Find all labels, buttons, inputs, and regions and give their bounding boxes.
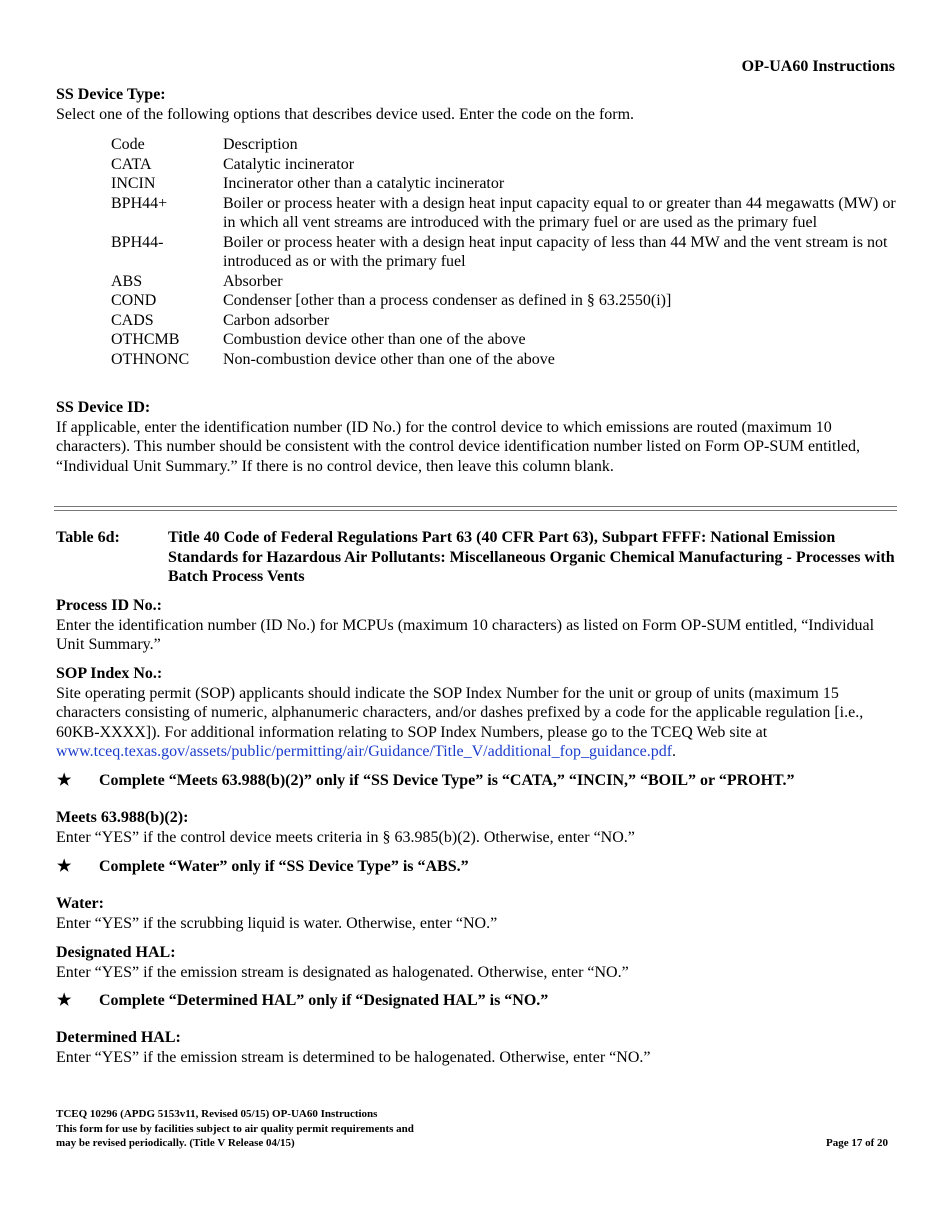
water-section <box>56 894 896 933</box>
water-text: Enter “YES” if the scrubbing liquid is water. Otherwise, enter “NO.” <box>56 914 498 932</box>
determined-hal-text: Enter “YES” if the emission stream is determined to be halogenated. Otherwise, enter “NO.” <box>56 1048 651 1066</box>
section-divider <box>54 506 897 511</box>
note-text: Complete “Determined HAL” only if “Designated HAL” is “NO.” <box>99 992 549 1009</box>
description-cell: Carbon adsorber <box>223 311 330 329</box>
footer-line-2: This form for use by facilities subject to air quality permit requirements and <box>56 1122 414 1135</box>
page-number: Page 17 of 20 <box>825 1137 888 1149</box>
page-footer <box>56 1107 888 1151</box>
code-cell: OTHNONC <box>111 350 190 368</box>
sop-index-text: Site operating permit (SOP) applicants should indicate the SOP Index Number for the unit or group of units (maximum 15 characters consisting of numeric, alphanumeric characters, and/or dashes prefixed by a code for the applicable regulation [i.e., 60KB-XXXX]). For additional information relating to SOP Index Numbers, please go to the TCEQ Web site at www.tceq.texas.gov/assets/public/permitting/air/Guidance/Title_V/additional_fop_guidance.pdf. <box>56 684 864 760</box>
table-row <box>111 233 896 272</box>
ss-device-id-section <box>56 398 896 476</box>
code-column-header: Code <box>111 136 145 153</box>
code-cell: BPH44- <box>111 233 164 251</box>
process-id-section <box>56 596 896 655</box>
designated-hal-heading: Designated HAL: <box>56 944 176 961</box>
designated-hal-section <box>56 943 896 982</box>
meets-section <box>56 808 896 847</box>
table-row <box>111 330 896 350</box>
description-cell: Catalytic incinerator <box>223 155 355 173</box>
table-6d-title: Title 40 Code of Federal Regulations Part 63 (40 CFR Part 63), Subpart FFFF: National Emission Standards for Hazardous Air Pollutants: Miscellaneous Organic Chemical Manufacturing - Processes with Batch Process Vents <box>168 529 895 585</box>
table-row <box>111 311 896 331</box>
ss-device-type-heading: SS Device Type: <box>56 86 166 103</box>
description-cell: Boiler or process heater with a design heat input capacity of less than 44 MW and the vent stream is not introduced as or with the primary fuel <box>223 233 888 270</box>
description-cell: Absorber <box>223 272 283 290</box>
process-id-heading: Process ID No.: <box>56 597 162 614</box>
ss-device-type-intro: Select one of the following options that describes device used. Enter the code on the form. <box>56 105 635 123</box>
star-icon: ★ <box>57 992 72 1009</box>
description-cell: Incinerator other than a catalytic incinerator <box>223 175 505 192</box>
note-meets <box>56 771 896 791</box>
table-header-row <box>111 135 896 155</box>
meets-text: Enter “YES” if the control device meets criteria in § 63.985(b)(2). Otherwise, enter “NO.” <box>56 828 635 846</box>
ss-device-id-heading: SS Device ID: <box>56 399 151 416</box>
table-6d-title-block <box>56 528 896 587</box>
code-cell: CATA <box>111 155 152 173</box>
table-6d-label: Table 6d: <box>56 529 120 546</box>
description-cell: Non-combustion device other than one of the above <box>223 350 555 368</box>
table-row <box>111 350 896 370</box>
ss-device-id-text: If applicable, enter the identification number (ID No.) for the control device to which emissions are routed (maximum 10 characters). This number should be consistent with the control device identification number listed on Form OP-SUM entitled, “Individual Unit Summary.” If there is no control device, then leave this column blank. <box>56 418 860 475</box>
table-row <box>111 174 896 194</box>
code-cell: ABS <box>111 272 143 290</box>
footer-line-3: may be revised periodically. (Title V Release 04/15) <box>56 1137 295 1149</box>
note-text: Complete “Water” only if “SS Device Type” is “ABS.” <box>99 858 469 875</box>
table-row <box>111 272 896 292</box>
star-icon: ★ <box>57 858 72 875</box>
designated-hal-text: Enter “YES” if the emission stream is designated as halogenated. Otherwise, enter “NO.” <box>56 963 629 981</box>
footer-line-1: TCEQ 10296 (APDG 5153v11, Revised 05/15) OP-UA60 Instructions <box>56 1108 378 1120</box>
note-text: Complete “Meets 63.988(b)(2)” only if “SS Device Type” is “CATA,” “INCIN,” “BOIL” or “PROHT.” <box>99 772 795 789</box>
determined-hal-section <box>56 1028 896 1067</box>
code-cell: OTHCMB <box>111 331 180 348</box>
description-column-header: Description <box>223 136 298 153</box>
guidance-link[interactable]: www.tceq.texas.gov/assets/public/permitting/air/Guidance/Title_V/additional_fop_guidance.pdf <box>56 743 673 760</box>
code-cell: BPH44+ <box>111 194 168 212</box>
note-determined <box>56 991 896 1011</box>
determined-hal-heading: Determined HAL: <box>56 1029 181 1046</box>
sop-index-heading: SOP Index No.: <box>56 665 163 682</box>
code-cell: INCIN <box>111 175 156 192</box>
code-cell: COND <box>111 292 157 309</box>
table-row <box>111 194 896 233</box>
code-cell: CADS <box>111 311 154 329</box>
water-heading: Water: <box>56 895 104 912</box>
meets-heading: Meets 63.988(b)(2): <box>56 809 189 826</box>
table-row <box>111 291 896 311</box>
star-icon: ★ <box>57 772 72 789</box>
description-cell: Condenser [other than a process condenser as defined in § 63.2550(i)] <box>223 292 672 309</box>
ss-device-type-section <box>56 85 896 369</box>
sop-index-section <box>56 664 896 762</box>
process-id-text: Enter the identification number (ID No.) for MCPUs (maximum 10 characters) as listed on Form OP-SUM entitled, “Individual Unit Summary.” <box>56 616 875 653</box>
description-cell: Boiler or process heater with a design heat input capacity equal to or greater than 44 megawatts (MW) or in which all vent streams are introduced with the primary fuel or are used as the primary fuel <box>223 194 896 231</box>
table-row <box>111 155 896 175</box>
page-header-title: OP-UA60 Instructions <box>741 58 895 75</box>
description-cell: Combustion device other than one of the above <box>223 331 526 348</box>
device-code-table <box>111 135 896 369</box>
note-water <box>56 857 896 877</box>
